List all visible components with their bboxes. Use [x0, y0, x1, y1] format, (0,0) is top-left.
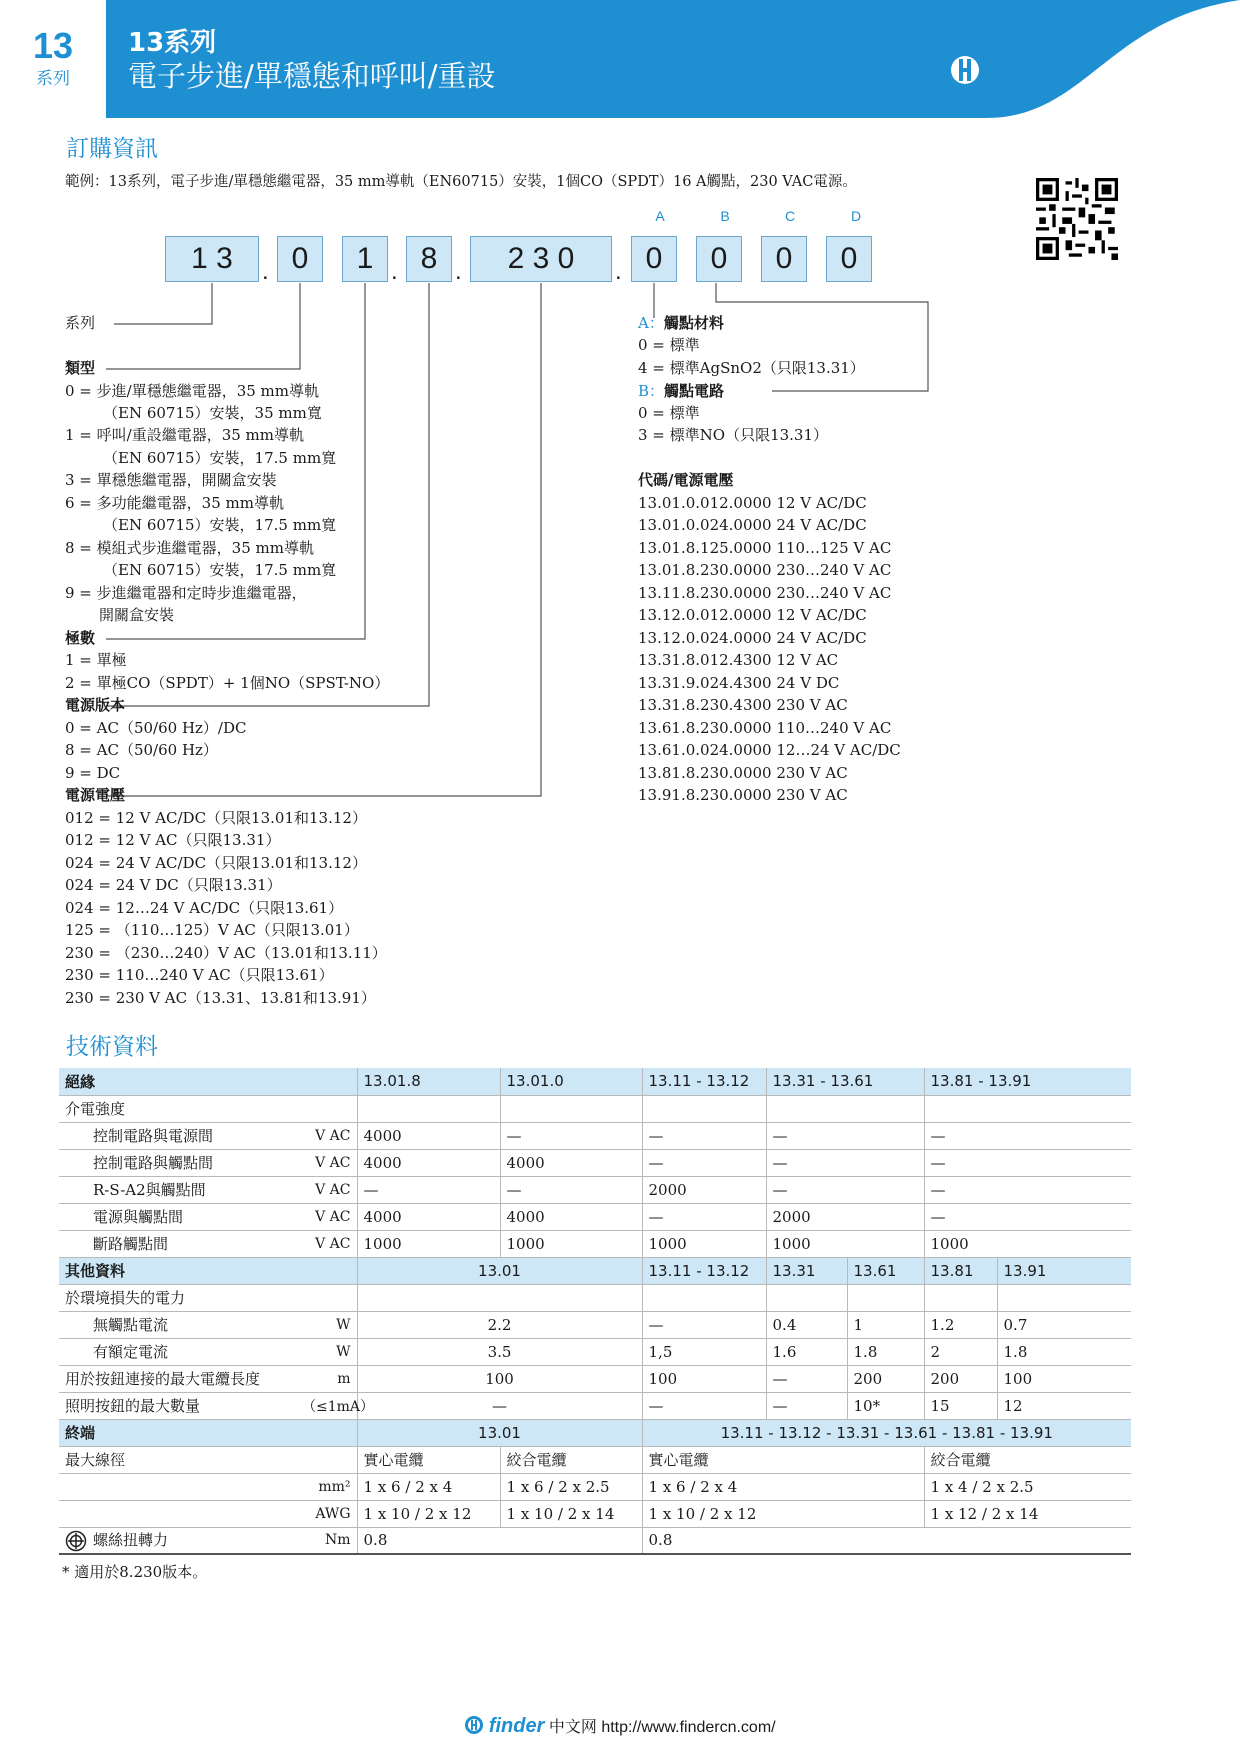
- supply-voltage-item: 230 = 110…240 V AC（只限13.61）: [65, 966, 334, 984]
- col-header: 13.11 - 13.12: [642, 1068, 766, 1095]
- cell: 1000: [924, 1230, 1131, 1257]
- cell: 12: [997, 1392, 1131, 1419]
- code-dot: .: [262, 258, 269, 285]
- cell: 15: [924, 1392, 997, 1419]
- supply-voltage-title: 電源電壓: [65, 786, 126, 804]
- type-title: 類型: [65, 359, 96, 377]
- torque-label: 螺絲扭轉力: [93, 1530, 169, 1549]
- cell: 1 x 4 / 2 x 2.5: [924, 1473, 1131, 1500]
- row-unit: Nm: [296, 1527, 357, 1554]
- cell: —: [500, 1176, 642, 1203]
- table-row: [59, 1284, 1131, 1311]
- supply-version-item: 0 = AC（50/60 Hz）/DC: [65, 719, 247, 737]
- col-header: 13.81 - 13.91: [924, 1068, 1131, 1095]
- row-unit: mm²: [296, 1473, 357, 1500]
- table-row: [59, 1446, 1131, 1473]
- cell: 1: [847, 1311, 924, 1338]
- code-dot: .: [615, 258, 622, 285]
- cell: 10*: [847, 1392, 924, 1419]
- supply-voltage-item: 012 = 12 V AC（只限13.31）: [65, 831, 281, 849]
- cable-type: 實心電纜: [357, 1446, 500, 1473]
- table-row: [59, 1122, 1131, 1149]
- code-line: 13.12.0.024.0000 24 V AC/DC: [638, 629, 867, 647]
- col-header: 13.11 - 13.12: [642, 1257, 766, 1284]
- insulation-label: 絕緣: [59, 1068, 357, 1095]
- terminals-label: 終端: [59, 1419, 357, 1446]
- row-label: R-S-A2與觸點間: [59, 1176, 296, 1203]
- cell: 4000: [357, 1149, 500, 1176]
- cell: 1000: [357, 1230, 500, 1257]
- cell: 1.2: [924, 1311, 997, 1338]
- row-unit: V AC: [296, 1149, 357, 1176]
- code-line: 13.81.8.230.0000 230 V AC: [638, 764, 848, 782]
- code-dot: .: [391, 258, 398, 285]
- series-label: 系列: [36, 69, 70, 89]
- code-box-poles: 1: [342, 236, 388, 282]
- cable-type: 絞合電纜: [500, 1446, 642, 1473]
- code-dot: .: [455, 258, 462, 285]
- cell: —: [766, 1176, 924, 1203]
- series-badge: [0, 0, 106, 118]
- type-item: 1 = 呼叫/重設繼電器，35 mm導軌: [65, 426, 305, 444]
- ordering-title: 訂購資訊: [66, 136, 158, 162]
- code-line: 13.01.8.125.0000 110…125 V AC: [638, 539, 892, 557]
- table-row: [59, 1527, 1131, 1554]
- cell: 100: [997, 1365, 1131, 1392]
- finder-footer-logo-icon: [464, 1715, 484, 1735]
- label-series: 系列: [65, 314, 96, 332]
- code-line: 13.61.8.230.0000 110…240 V AC: [638, 719, 892, 737]
- col-header: 13.01.8: [357, 1068, 500, 1095]
- table-row: [59, 1311, 1131, 1338]
- code-line: 13.11.8.230.0000 230…240 V AC: [638, 584, 892, 602]
- option-b-heading: B：觸點電路: [638, 382, 725, 400]
- code-letter-c: C: [784, 208, 796, 224]
- code-line: 13.91.8.230.0000 230 V AC: [638, 786, 848, 804]
- code-line: 13.31.8.230.4300 230 V AC: [638, 696, 848, 714]
- option-a-heading: A：觸點材料: [638, 314, 724, 332]
- supply-voltage-item: 125 = （110…125）V AC（只限13.01）: [65, 921, 359, 939]
- table-row: [59, 1392, 1131, 1419]
- option-a-item: 0 = 標準: [638, 336, 700, 354]
- option-b-item: 0 = 標準: [638, 404, 700, 422]
- poles-item: 2 = 單極CO（SPDT）+ 1個NO（SPST-NO）: [65, 674, 390, 692]
- option-b-item: 3 = 標準NO（只限13.31）: [638, 426, 829, 444]
- col-header: 13.11 - 13.12 - 13.31 - 13.61 - 13.81 - 13.91: [642, 1419, 1131, 1446]
- cell: 100: [357, 1365, 642, 1392]
- code-line: 13.01.0.024.0000 24 V AC/DC: [638, 516, 867, 534]
- poles-title: 極數: [65, 629, 96, 647]
- option-a-item: 4 = 標準AgSnO2（只限13.31）: [638, 359, 865, 377]
- supply-version-item: 9 = DC: [65, 764, 121, 782]
- code-box-supply-voltage: 2 3 0: [470, 236, 612, 282]
- cell: 2: [924, 1338, 997, 1365]
- row-unit: W: [296, 1311, 357, 1338]
- table-row: [59, 1230, 1131, 1257]
- cell: —: [642, 1203, 766, 1230]
- table-row: [59, 1095, 1131, 1122]
- supply-voltage-item: 024 = 24 V DC（只限13.31）: [65, 876, 282, 894]
- cell: 1 x 10 / 2 x 14: [500, 1500, 642, 1527]
- code-box-d: 0: [826, 236, 872, 282]
- col-header: 13.31 - 13.61: [766, 1068, 924, 1095]
- type-item: （EN 60715）安裝，17.5 mm寬: [103, 561, 337, 579]
- row-unit: V AC: [296, 1176, 357, 1203]
- qr-code-icon: [1036, 178, 1118, 260]
- max-wire-label: 最大線徑: [59, 1446, 357, 1473]
- code-line: 13.31.9.024.4300 24 V DC: [638, 674, 840, 692]
- type-item: （EN 60715）安裝，17.5 mm寬: [103, 449, 337, 467]
- row-label: 控制電路與觸點間: [59, 1149, 296, 1176]
- supply-version-item: 8 = AC（50/60 Hz）: [65, 741, 218, 759]
- cell: —: [924, 1122, 1131, 1149]
- code-box-c: 0: [761, 236, 807, 282]
- row-label: 無觸點電流: [59, 1311, 296, 1338]
- footer-site: 中文网: [548, 1719, 597, 1736]
- other-header-row: [59, 1257, 1131, 1284]
- terminals-header-row: [59, 1419, 1131, 1446]
- code-line: 13.01.8.230.0000 230…240 V AC: [638, 561, 892, 579]
- cell: 200: [924, 1365, 997, 1392]
- type-item: 開關盒安裝: [99, 606, 175, 624]
- power-loss-label: 於環境損失的電力: [59, 1284, 357, 1311]
- table-row: [59, 1473, 1131, 1500]
- code-line: 13.61.0.024.0000 12…24 V AC/DC: [638, 741, 901, 759]
- cell: 4000: [357, 1122, 500, 1149]
- code-letter-b: B: [720, 208, 730, 224]
- supply-voltage-item: 012 = 12 V AC/DC（只限13.01和13.12）: [65, 809, 367, 827]
- row-label: 控制電路與電源間: [59, 1122, 296, 1149]
- type-item: 0 = 步進/單穩態繼電器，35 mm導軌: [65, 382, 320, 400]
- code-line: 13.31.8.012.4300 12 V AC: [638, 651, 839, 669]
- cell: 0.8: [357, 1527, 642, 1554]
- col-header: 13.01: [357, 1257, 642, 1284]
- table-row: [59, 1149, 1131, 1176]
- page-footer: [0, 1714, 1240, 1738]
- cell: 1000: [766, 1230, 924, 1257]
- cell: —: [642, 1149, 766, 1176]
- cell: —: [766, 1122, 924, 1149]
- table-row: [59, 1500, 1131, 1527]
- cell: —: [766, 1392, 847, 1419]
- supply-voltage-item: 024 = 12…24 V AC/DC（只限13.61）: [65, 899, 344, 917]
- col-header: 13.61: [847, 1257, 924, 1284]
- row-unit: V AC: [296, 1230, 357, 1257]
- supply-voltage-item: 230 = 230 V AC（13.31、13.81和13.91）: [65, 989, 376, 1007]
- row-label: 電源與觸點間: [59, 1203, 296, 1230]
- supply-voltage-item: 230 = （230…240）V AC（13.01和13.11）: [65, 944, 387, 962]
- cell: 0.4: [766, 1311, 847, 1338]
- cell: 0.8: [642, 1527, 1131, 1554]
- header-title-product: 電子步進/單穩態和呼叫/重設: [128, 59, 496, 93]
- col-header: 13.91: [997, 1257, 1131, 1284]
- screwdriver-torque-icon: [65, 1530, 87, 1552]
- code-letter-d: D: [850, 208, 862, 224]
- type-item: 9 = 步進繼電器和定時步進繼電器，: [65, 584, 307, 602]
- cell: 200: [847, 1365, 924, 1392]
- cell: 4000: [500, 1149, 642, 1176]
- col-header: 13.01.0: [500, 1068, 642, 1095]
- cell: 4000: [500, 1203, 642, 1230]
- series-number: 13: [32, 25, 74, 66]
- cell: 0.7: [997, 1311, 1131, 1338]
- code-box-a: 0: [631, 236, 677, 282]
- table-row: [59, 1176, 1131, 1203]
- cell: —: [500, 1122, 642, 1149]
- cable-type: 實心電纜: [642, 1446, 924, 1473]
- supply-version-title: 電源版本: [65, 696, 126, 714]
- col-header: 13.81: [924, 1257, 997, 1284]
- tech-table: [59, 1068, 1131, 1555]
- header-title-series: 13系列: [128, 28, 217, 58]
- type-item: 8 = 模組式步進繼電器，35 mm導軌: [65, 539, 314, 557]
- row-label: 用於按鈕連接的最大電纜長度: [59, 1365, 296, 1392]
- supply-voltage-item: 024 = 24 V AC/DC（只限13.01和13.12）: [65, 854, 367, 872]
- type-item: （EN 60715）安裝，17.5 mm寬: [103, 516, 337, 534]
- table-row: [59, 1203, 1131, 1230]
- insulation-header-row: [59, 1068, 1131, 1095]
- cell: 1.8: [997, 1338, 1131, 1365]
- cell: 1000: [642, 1230, 766, 1257]
- row-label: 有額定電流: [59, 1338, 296, 1365]
- cell: 2000: [766, 1203, 924, 1230]
- row-unit: V AC: [296, 1203, 357, 1230]
- col-header: 13.31: [766, 1257, 847, 1284]
- code-letter-a: A: [655, 208, 665, 224]
- cell: 1000: [500, 1230, 642, 1257]
- cell: 1.6: [766, 1338, 847, 1365]
- cell: 1 x 6 / 2 x 2.5: [500, 1473, 642, 1500]
- cell: —: [357, 1176, 500, 1203]
- code-box-supply-version: 8: [406, 236, 452, 282]
- table-row: [59, 1338, 1131, 1365]
- row-unit: W: [296, 1338, 357, 1365]
- code-line: 13.12.0.012.0000 12 V AC/DC: [638, 606, 867, 624]
- other-label: 其他資料: [59, 1257, 357, 1284]
- type-item: （EN 60715）安裝，35 mm寬: [103, 404, 322, 422]
- ordering-example: 範例：13系列，電子步進/單穩態繼電器，35 mm導軌（EN60715）安裝，1個CO（SPDT）16 A觸點，230 VAC電源。: [65, 174, 857, 190]
- cell: —: [766, 1365, 847, 1392]
- footnote: * 適用於8.230版本。: [62, 1563, 208, 1581]
- code-box-series: 1 3: [165, 236, 259, 282]
- cell: —: [766, 1149, 924, 1176]
- cell: 1 x 6 / 2 x 4: [642, 1473, 924, 1500]
- row-label: 照明按鈕的最大數量: [59, 1392, 296, 1419]
- row-unit: （≤1mA）: [296, 1392, 357, 1419]
- cell: —: [642, 1122, 766, 1149]
- cell: 2.2: [357, 1311, 642, 1338]
- cell: 1 x 12 / 2 x 14: [924, 1500, 1131, 1527]
- cell: —: [357, 1392, 642, 1419]
- cell: 100: [642, 1365, 766, 1392]
- cell: —: [924, 1176, 1131, 1203]
- poles-item: 1 = 單極: [65, 651, 127, 669]
- tech-title: 技術資料: [66, 1034, 158, 1060]
- row-unit: V AC: [296, 1122, 357, 1149]
- cell: —: [924, 1203, 1131, 1230]
- col-header: 13.01: [357, 1419, 642, 1446]
- cell: —: [642, 1311, 766, 1338]
- code-box-b: 0: [696, 236, 742, 282]
- finder-logo-text: finder: [995, 48, 1090, 86]
- type-item: 3 = 單穩態繼電器，開關盒安裝: [65, 471, 277, 489]
- cable-type: 絞合電纜: [924, 1446, 1131, 1473]
- code-line: 13.01.0.012.0000 12 V AC/DC: [638, 494, 867, 512]
- cell: 3.5: [357, 1338, 642, 1365]
- type-item: 6 = 多功能繼電器，35 mm導軌: [65, 494, 284, 512]
- row-label: 斷路觸點間: [59, 1230, 296, 1257]
- cell: —: [642, 1392, 766, 1419]
- footer-brand: finder: [488, 1715, 545, 1737]
- cell: 4000: [357, 1203, 500, 1230]
- torque-cell: [59, 1527, 296, 1554]
- cell: 1.8: [847, 1338, 924, 1365]
- table-row: [59, 1365, 1131, 1392]
- cell: 1 x 6 / 2 x 4: [357, 1473, 500, 1500]
- cell: 2000: [642, 1176, 766, 1203]
- codes-title: 代碼/電源電壓: [638, 471, 734, 489]
- cell: 1 x 10 / 2 x 12: [642, 1500, 924, 1527]
- row-unit: AWG: [296, 1500, 357, 1527]
- dielectric-label: 介電強度: [59, 1095, 357, 1122]
- cell: 1 x 10 / 2 x 12: [357, 1500, 500, 1527]
- footer-url[interactable]: http://www.findercn.com/: [601, 1719, 776, 1736]
- cell: 1,5: [642, 1338, 766, 1365]
- row-unit: m: [296, 1365, 357, 1392]
- cell: —: [924, 1149, 1131, 1176]
- code-box-type: 0: [277, 236, 323, 282]
